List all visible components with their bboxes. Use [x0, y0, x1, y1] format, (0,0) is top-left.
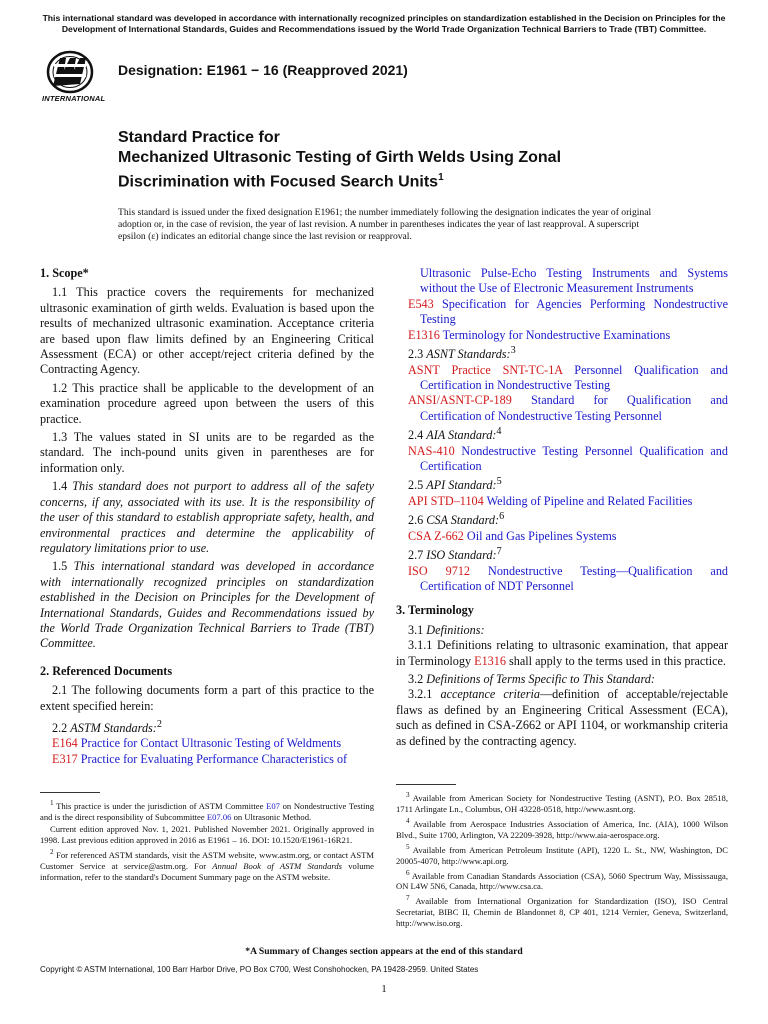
reference-code-iso[interactable]: ISO 9712 — [408, 563, 471, 578]
title-footnote-marker: 1 — [438, 172, 444, 183]
document-title — [118, 128, 718, 192]
footnote-5: $^5$ Available from American Petroleum Institute (API), 1220 L. St., NW, Washington, DC 20005-4070, http://www.api.org. — [396, 842, 728, 866]
reference-code-e1316[interactable]: E1316 — [408, 327, 440, 342]
title-line-3: Discrimination with Focused Search Units$^1$ — [118, 172, 444, 191]
title-line-2: Mechanized Ultrasonic Testing of Girth Welds Using Zonal — [118, 149, 562, 166]
reference-title-e164[interactable]: Practice for Contact Ultrasonic Testing of Weldments — [80, 736, 342, 751]
reference-title-e1316[interactable]: Terminology for Nondestructive Examinations — [442, 327, 671, 342]
footnote-2: $^2$ For referenced ASTM standards, visit the ASTM website, www.astm.org, or contact ASTM Customer Service at service@astm.org. For Annual Book of ASTM Standards volume information, refer to the standard's Document Summary page on the ASTM website. — [40, 847, 374, 882]
reference-code-e317[interactable]: E317 — [52, 751, 78, 766]
paragraph-2-5: 2.5 API Standard:$^5$ — [408, 476, 502, 493]
paragraph-2-6: 2.6 CSA Standard:$^6$ — [408, 511, 505, 528]
committee-link-e07[interactable]: E07 — [266, 800, 280, 811]
logo-text: INTERNATIONAL — [42, 94, 106, 103]
reference-api[interactable] — [396, 494, 728, 509]
footnote-3: $^3$ Available from American Society for Nondestructive Testing (ASNT), P.O. Box 28518, 1711 Arlingate Ln., Columbus, OH 43228-0518, http://www.asnt.org. — [396, 791, 728, 814]
reference-title-api[interactable]: Welding of Pipeline and Related Facilities — [486, 493, 693, 508]
section-heading-referenced-documents: 2. Referenced Documents — [40, 663, 173, 678]
copyright-line: Copyright © ASTM International, 100 Barr Harbor Drive, PO Box C700, West Conshohocken, PA 19428-2959. United States — [40, 965, 479, 974]
footnote-4: $^4$ Available from Aerospace Industries Association of America, Inc. (AIA), 1000 Wilson Blvd., Suite 1700, Arlington, VA 22209-3928, http://www.aia-aerospace.org. — [396, 816, 728, 840]
footnote-1: $^1$ This practice is under the jurisdiction of ASTM Committee E07 on Nondestructive Testing and is the direct responsibility of Subcommittee E07.06 on Ultrasonic Method. — [40, 799, 374, 822]
paragraph-3-2-1: 3.2.1 acceptance criteria—definition of acceptable/rejectable flaws as defined by an Engineering Critical Assessment (ECA), such as defined in CSA-Z662 or API 1104, or workmanship criteria as defined by the contracting agency. — [396, 687, 729, 748]
top-notice: This international standard was developed in accordance with internationally recognized principles on standardization established in the Decision on Principles for the Development of International Standards, Guides and Recommendations issued by the World Trade Organization Technical Barriers to Trade (TBT) Committee. — [42, 13, 726, 34]
reference-code-csa[interactable]: CSA Z-662 — [408, 528, 464, 543]
reference-nas[interactable] — [396, 444, 728, 475]
paragraph-1-5: 1.5 This international standard was developed in accordance with internationally recognized principles on standardization established in the Decision on Principles for the Development of International Standards, Guides and Recommendations issued by the World Trade Organization Technical Barriers to Trade (TBT) Committee. — [40, 559, 375, 651]
paragraph-3-2: 3.2 Definitions of Terms Specific to This Standard: — [408, 672, 655, 687]
reference-title-asnt[interactable]: Personnel Qualification and Certification in Nondestructive Testing — [420, 362, 729, 392]
astm-logo — [40, 50, 112, 106]
designation: Designation: E1961 − 16 (Reapproved 2021) — [118, 62, 408, 78]
paragraph-1-1: 1.1 This practice covers the requirements for mechanized ultrasonic examination of girth welds. Evaluation is based upon the results of mechanized ultrasonic examination. Acceptance criteria are based upon flaw limits defined by an Engineering Critical Assessment (ECA) or other accept/reject criteria defined by the Contracting Agency. — [40, 285, 374, 377]
left-column — [40, 266, 374, 767]
reference-code-api[interactable]: API STD–1104 — [408, 493, 484, 508]
reference-code-nas[interactable]: NAS-410 — [408, 443, 455, 458]
reference-code-e543[interactable]: E543 — [408, 296, 434, 311]
reference-ansi[interactable] — [396, 393, 728, 424]
paragraph-2-1: 2.1 The following documents form a part of this practice to the extent specified herein: — [40, 683, 374, 713]
paragraph-3-1-1: 3.1.1 Definitions relating to ultrasonic examination, that appear in Terminology E1316 shall apply to the terms used in this practice. — [396, 638, 728, 668]
reference-code-e1316-inline[interactable]: E1316 — [474, 653, 506, 668]
paragraph-1-4: 1.4 This standard does not purport to address all of the safety concerns, if any, associated with its use. It is the responsibility of the user of this standard to establish appropriate safety, health, and environmental practices and determine the applicability of regulatory limitations prior to use. — [40, 479, 374, 555]
reference-title-ansi[interactable]: Standard for Qualification and Certification of Nondestructive Testing Personnel — [420, 393, 729, 423]
paragraph-2-4: 2.4 AIA Standard:$^4$ — [408, 426, 502, 443]
issue-note: This standard is issued under the fixed designation E1961; the number immediately following the designation indicates the year of original adoption or, in the case of revision, the year of last revision. A number in parentheses indicates the year of last reapproval. A superscript epsilon (ε) indicates an editorial change since the last revision or reapproval. — [118, 207, 652, 242]
reference-code-asnt[interactable]: ASNT Practice SNT-TC-1A — [408, 362, 563, 377]
reference-iso[interactable] — [396, 564, 728, 595]
reference-asnt[interactable] — [396, 363, 728, 394]
footnote-6: $^6$ Available from Canadian Standards Association (CSA), 5060 Spectrum Way, Mississauga, ON L4W 5N6, Canada, http://www.csa.ca. — [396, 868, 728, 892]
reference-csa[interactable] — [396, 529, 728, 544]
reference-e317[interactable] — [40, 752, 374, 767]
summary-of-changes-note: *A Summary of Changes section appears at the end of this standard — [245, 946, 523, 957]
paragraph-1-3: 1.3 The values stated in SI units are to be regarded as the standard. The inch-pound units given in parentheses are for information only. — [40, 430, 374, 475]
reference-e1316[interactable] — [396, 328, 728, 343]
footnotes-right — [396, 784, 728, 930]
reference-title-csa[interactable]: Oil and Gas Pipelines Systems — [466, 528, 617, 543]
reference-e543[interactable] — [396, 297, 728, 328]
reference-e317-continued[interactable]: Ultrasonic Pulse-Echo Testing Instruments and Systems without the Use of Electronic Measurement Instruments — [420, 266, 728, 296]
footnote-7: $^7$ Available from International Organization for Standardization (ISO), ISO Central Secretariat, BIBC II, Chemin de Blandonnet 8, CP 401, 1214 Vernier, Geneva, Switzerland, http://www.iso.org. — [396, 894, 728, 929]
paragraph-2-3: 2.3 ASNT Standards:$^3$ — [408, 345, 516, 362]
paragraph-3-1: 3.1 Definitions: — [408, 622, 485, 637]
footnote-divider — [40, 792, 100, 793]
subcommittee-link-e0706[interactable]: E07.06 — [206, 811, 232, 822]
footnotes-left — [40, 792, 374, 884]
right-column — [396, 266, 728, 752]
reference-e164[interactable] — [40, 736, 374, 751]
reference-code-ansi[interactable]: ANSI/ASNT-CP-189 — [408, 393, 512, 408]
paragraph-2-2: 2.2 ASTM Standards:$^2$ — [52, 718, 162, 736]
section-heading-terminology: 3. Terminology — [396, 603, 474, 618]
paragraph-1-2: 1.2 This practice shall be applicable to the development of an examination procedure agreed upon between the users of this practice. — [40, 380, 374, 426]
reference-title-e317[interactable]: Practice for Evaluating Performance Characteristics of — [80, 751, 348, 766]
footnote-divider — [396, 784, 456, 785]
reference-code-e164[interactable]: E164 — [52, 736, 78, 751]
page-number: 1 — [381, 983, 387, 995]
reference-title-iso[interactable]: Nondestructive Testing—Qualification and Certification of NDT Personnel — [420, 563, 729, 594]
title-line-1: Standard Practice for — [118, 129, 280, 146]
reference-title-e543[interactable]: Specification for Agencies Performing Nondestructive Testing — [420, 296, 729, 327]
section-heading-scope: 1. Scope* — [40, 266, 89, 280]
footnote-1-current-edition: Current edition approved Nov. 1, 2021. Published November 2021. Originally approved in 1998. Last previous edition approved in 2016 as E1961 – 16. DOI: 10.1520/E1961-16R21. — [40, 823, 374, 845]
paragraph-2-7: 2.7 ISO Standard:$^7$ — [408, 546, 502, 563]
reference-title-nas[interactable]: Nondestructive Testing Personnel Qualification and Certification — [420, 443, 728, 473]
